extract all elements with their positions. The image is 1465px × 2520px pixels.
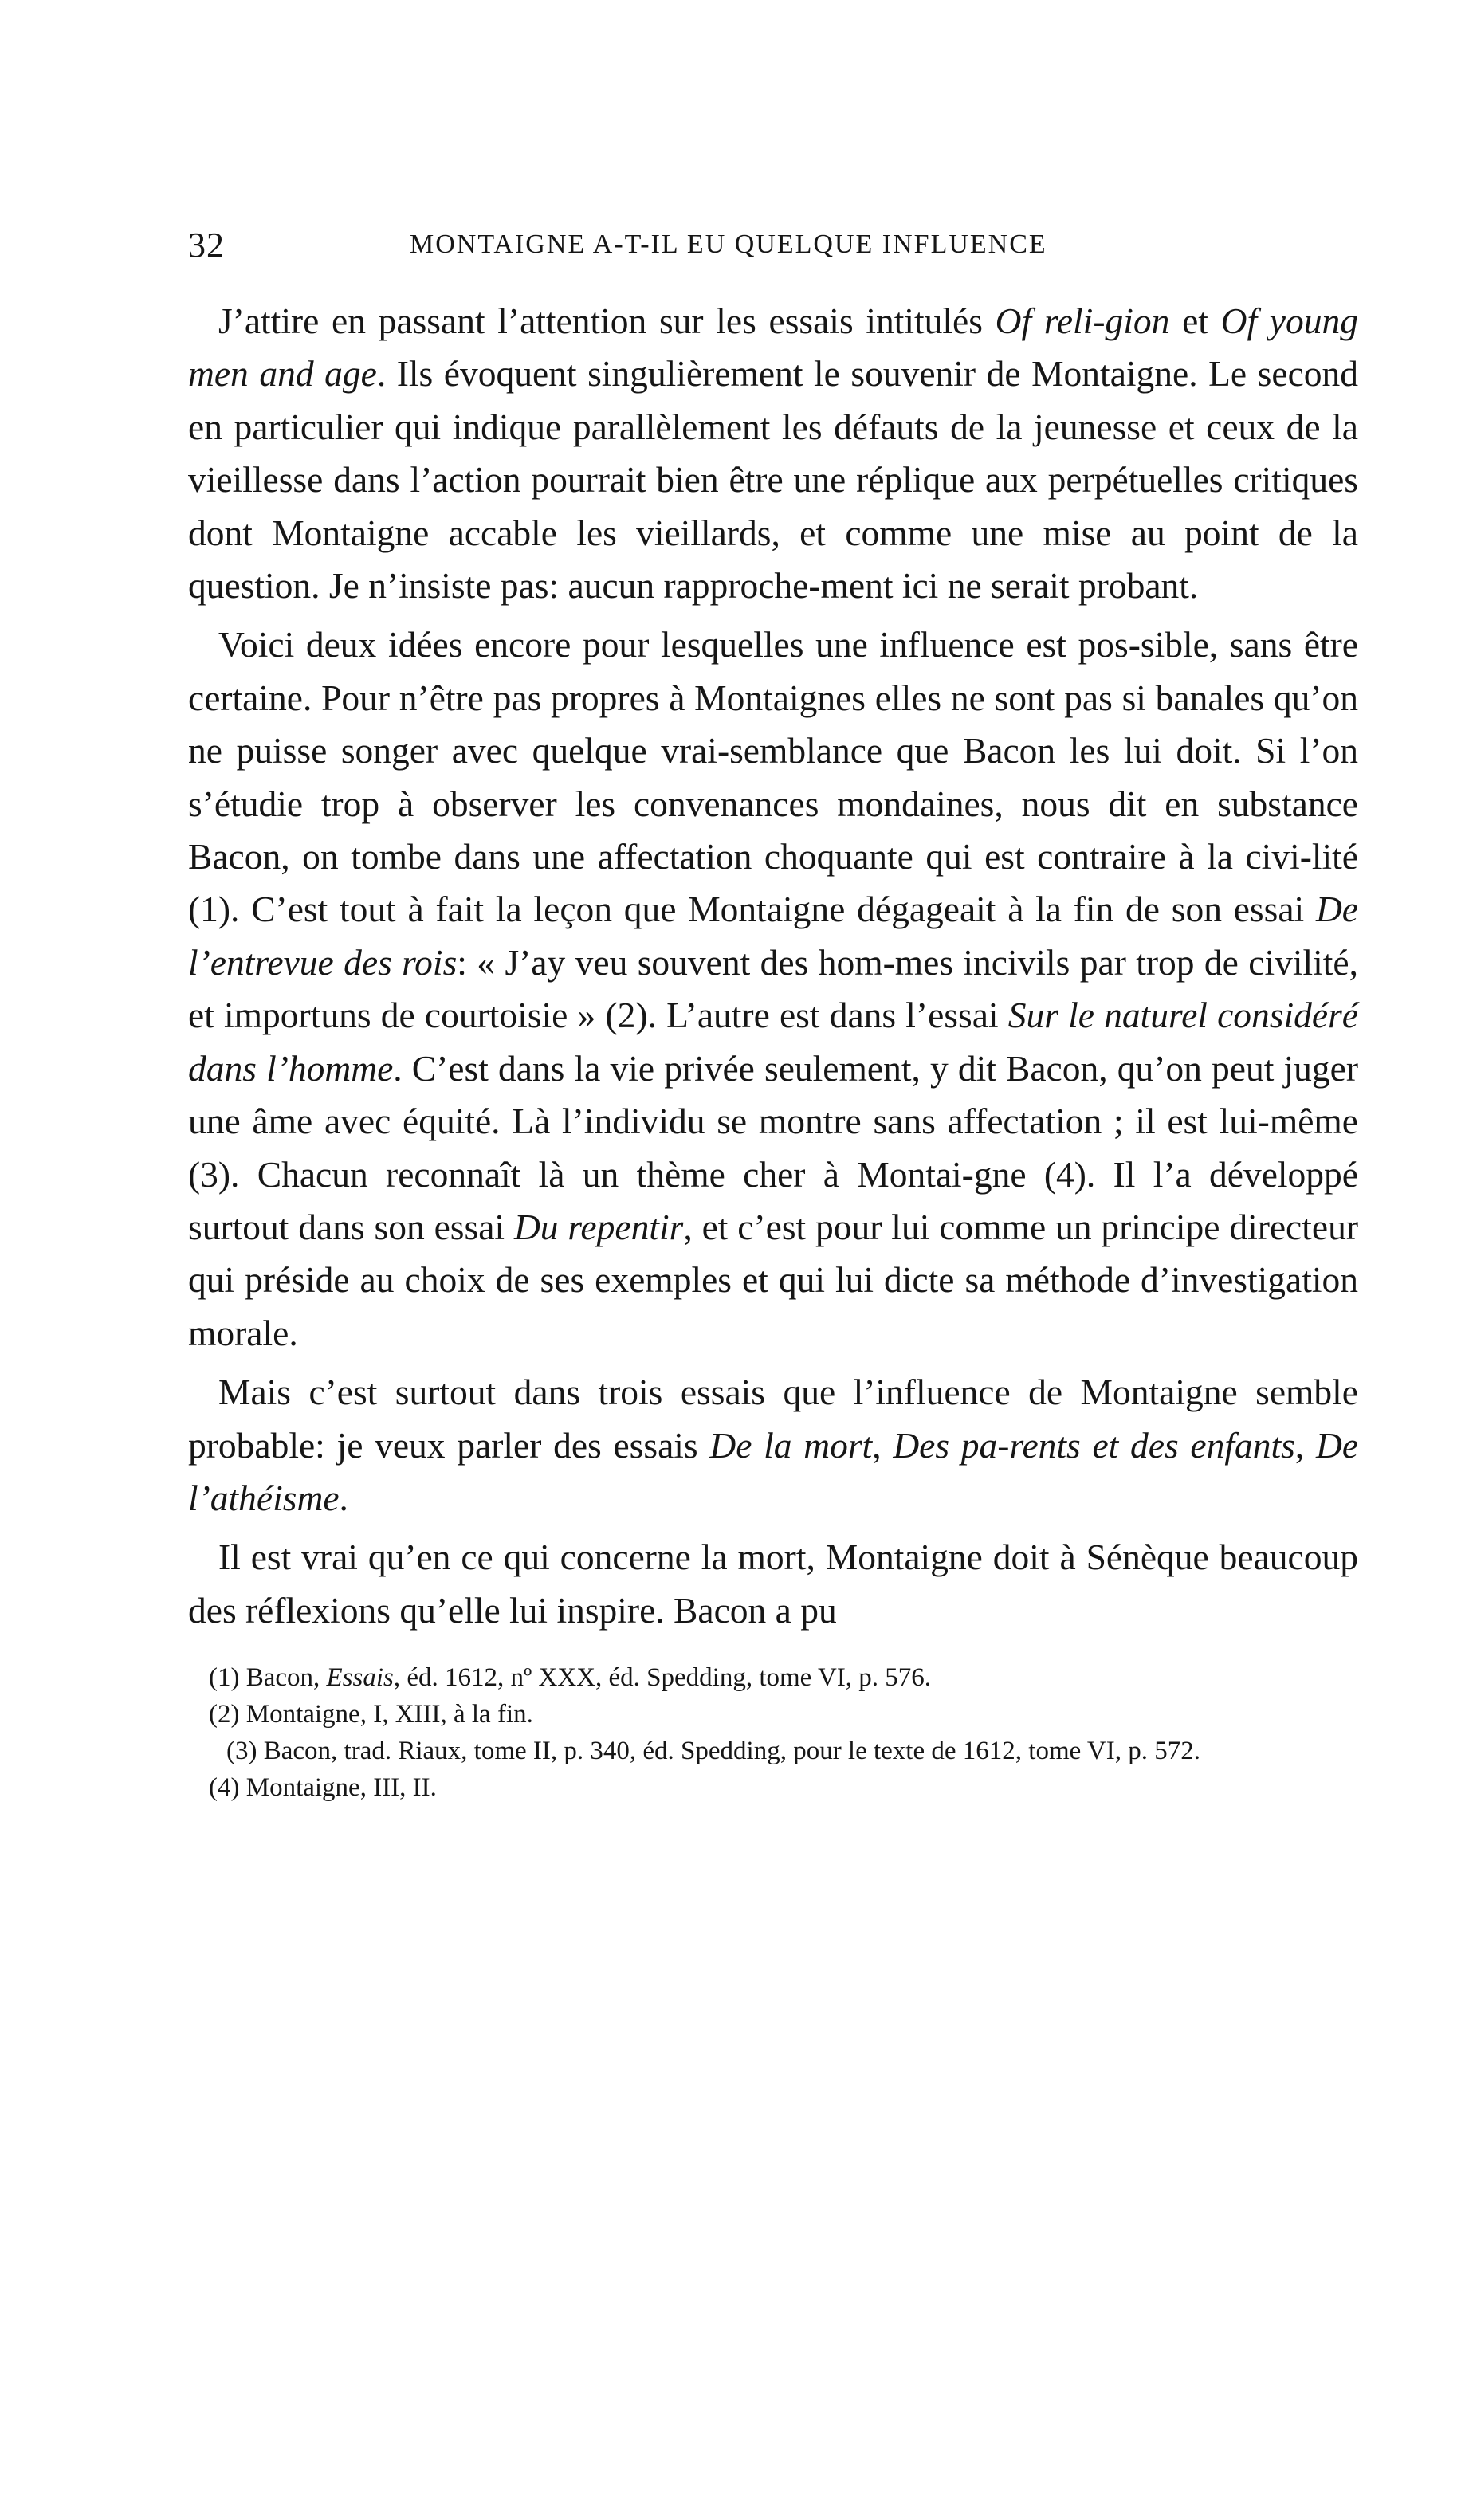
italic-title: Of young men and age bbox=[188, 300, 1358, 394]
paragraph bbox=[188, 1531, 1358, 1637]
book-page bbox=[188, 215, 1358, 1808]
italic-title: Essais bbox=[326, 1663, 394, 1693]
italic-title: De la mort bbox=[709, 1424, 873, 1466]
running-head bbox=[188, 215, 1358, 271]
footnote bbox=[188, 1771, 1358, 1804]
text-run: Mais c’est surtout dans trois essais que l’influence de Montaigne semble probable: je veux parler des essais bbox=[188, 1372, 1358, 1466]
text-run: , bbox=[872, 1424, 894, 1466]
footnote bbox=[188, 1734, 1358, 1768]
text-run: . Ils évoquent singulièrement le souvenir de Montaigne. Le second en particulier qui indique parallèlement les défauts de la jeunesse et ceux de la vieillesse dans l’action pourrait bien être une réplique aux perpétuelles critiques dont Montaigne accable les vieillards, et comme une mise au point de la question. Je n’insiste pas: aucun rapproche-ment ici ne serait probant. bbox=[188, 353, 1359, 606]
page-number: 32 bbox=[188, 226, 225, 265]
paragraph bbox=[188, 1366, 1358, 1525]
italic-title: Des pa-rents et des enfants bbox=[893, 1424, 1295, 1466]
text-run: . bbox=[339, 1477, 348, 1518]
text-run: , bbox=[1294, 1424, 1316, 1466]
footnotes bbox=[188, 1661, 1358, 1804]
text-run: : « J’ay veu souvent des hom-mes incivils par trop de civilité, et importuns de courtoisie » (2). L’autre est dans l’essai bbox=[188, 941, 1358, 1036]
italic-title: Sur le naturel considéré dans l’homme bbox=[188, 995, 1358, 1089]
paragraph bbox=[188, 295, 1358, 612]
italic-title: Du repentir bbox=[513, 1206, 684, 1247]
body-text bbox=[188, 295, 1358, 1637]
text-run: Voici deux idées encore pour lesquelles une influence est pos-sible, sans être certaine. Pour n’être pas propres à Montaignes elles ne sont pas si banales qu’on ne puisse songer avec quelque vrai-semblance que Bacon les lui doit. Si l’on s’étudie trop à observer les convenances mondaines, nous dit en substance Bacon, on tombe dans une affectation choquante qui est contraire à la civi-lité (1). C’est tout à fait la leçon que Montaigne dégageait à la fin de son essai bbox=[188, 624, 1358, 930]
italic-title: De l’entrevue des rois bbox=[188, 889, 1358, 983]
text-run: J’attire en passant l’attention sur les essais intitulés bbox=[218, 300, 996, 341]
text-run: Il est vrai qu’en ce qui concerne la mort, Montaigne doit à Sénèque beaucoup des réflexions qu’elle lui inspire. Bacon a pu bbox=[188, 1537, 1358, 1631]
text-run: (1) Bacon, bbox=[209, 1663, 327, 1693]
text-run: , éd. 1612, nº XXX, éd. Spedding, tome VI, p. 576. bbox=[393, 1663, 932, 1693]
text-run: et bbox=[1169, 300, 1221, 341]
text-run: (3) Bacon, trad. Riaux, tome II, p. 340, éd. Spedding, pour le texte de 1612, tome VI, p. 572. bbox=[226, 1737, 1200, 1766]
running-title: MONTAIGNE A-T-IL EU QUELQUE INFLUENCE bbox=[410, 230, 1047, 259]
paragraph bbox=[188, 618, 1358, 1360]
text-run: . C’est dans la vie privée seulement, y dit Bacon, qu’on peut juger une âme avec équité. Là l’individu se montre sans affectation ; il est lui-même (3). Chacun reconnaît là un thème cher à Montai-gne (4). Il l’a développé surtout dans son essai bbox=[188, 1047, 1358, 1247]
italic-title: De l’athéisme bbox=[188, 1424, 1359, 1518]
text-run: (2) Montaigne, I, XIII, à la fin. bbox=[209, 1700, 533, 1729]
italic-title: Of reli-gion bbox=[995, 300, 1170, 341]
footnote bbox=[188, 1698, 1358, 1731]
text-run: (4) Montaigne, III, II. bbox=[209, 1773, 437, 1803]
text-run: , et c’est pour lui comme un principe directeur qui préside au choix de ses exemples et qui lui dicte sa méthode d’investigation morale. bbox=[188, 1206, 1358, 1353]
footnote bbox=[188, 1661, 1358, 1694]
